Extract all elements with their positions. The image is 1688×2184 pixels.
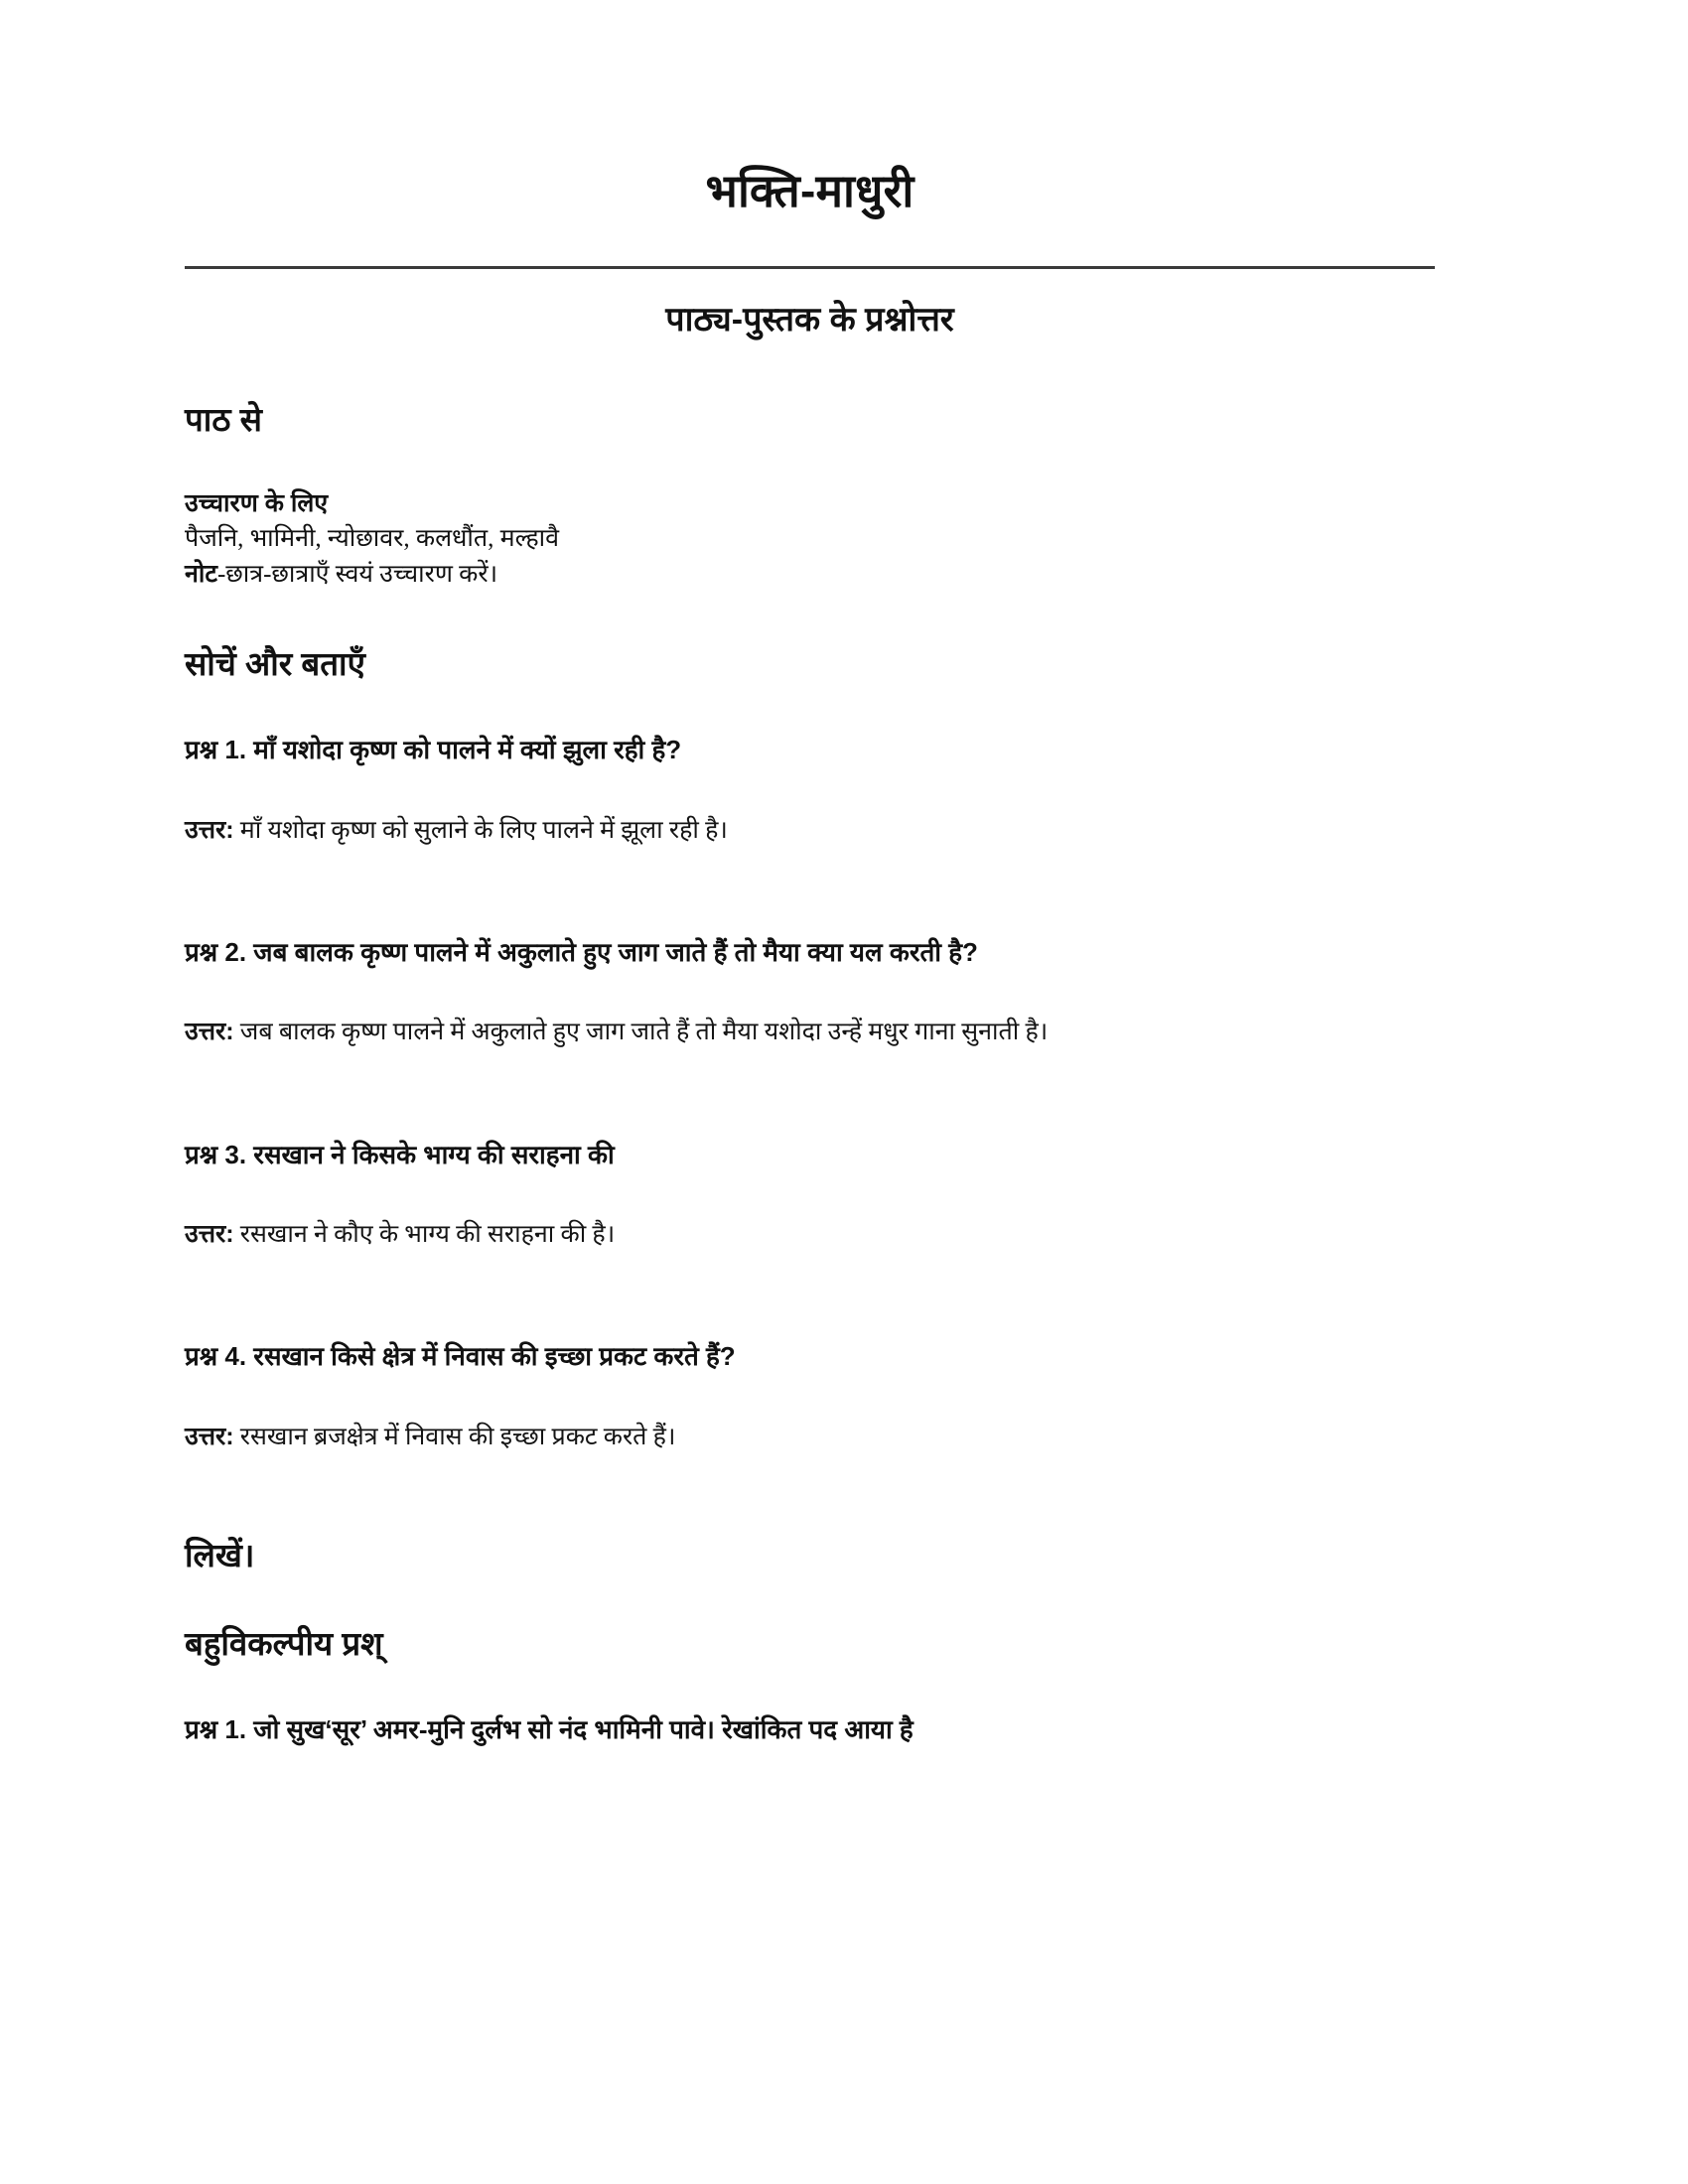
question-text: प्रश्न 3. रसखान ने किसके भाग्य की सराहना की <box>185 1139 615 1169</box>
answer-label: उत्तर: <box>185 815 234 844</box>
document-subtitle: पाठ्य-पुस्तक के प्रश्नोत्तर <box>665 301 954 340</box>
note-text: -छात्र-छात्राएँ स्वयं उच्चारण करें। <box>216 560 498 588</box>
pronunciation-word-list: पैजनि, भामिनी, न्योछावर, कलधौंत, मल्हावै <box>185 525 560 553</box>
answer-text <box>185 1014 1435 1050</box>
section-heading-from-lesson: पाठ से <box>185 400 262 438</box>
section-heading-write: लिखें। <box>185 1536 255 1573</box>
pronunciation-subsection <box>185 487 1435 593</box>
answer-text <box>185 812 1435 849</box>
question-text: प्रश्न 1. माँ यशोदा कृष्ण को पालने में क्यों झुला रही है? <box>185 735 682 765</box>
note-label: नोट <box>185 559 217 588</box>
answer-label: उत्तर: <box>185 1219 234 1248</box>
qa-item <box>185 934 1435 1051</box>
spacer <box>185 1495 1435 1525</box>
question-text: प्रश्न 2. जब बालक कृष्ण पालने में अकुलाते हुए जाग जाते हैं तो मैया क्या यल करती है? <box>185 936 978 967</box>
answer-text <box>185 1419 1435 1455</box>
answer-body: रसखान ने कौए के भाग्य की सराहना की है। <box>233 1220 616 1248</box>
section-heading-mcq: बहुविकल्पीय प्रश् <box>185 1624 383 1662</box>
spacer <box>185 888 1435 934</box>
pronunciation-note <box>185 557 1435 593</box>
title-divider <box>185 266 1435 269</box>
spacer <box>185 1091 1435 1137</box>
qa-item <box>185 732 1435 849</box>
answer-label: उत्तर: <box>185 1422 234 1450</box>
answer-label: उत्तर: <box>185 1018 234 1046</box>
qa-item <box>185 1137 1435 1254</box>
page-title: भक्ति-माधुरी <box>705 165 914 216</box>
answer-body: रसखान ब्रजक्षेत्र में निवास की इच्छा प्रकट करते हैं। <box>233 1423 676 1450</box>
answer-text <box>185 1216 1435 1253</box>
section-heading-think-and-tell: सोचें और बताएँ <box>185 645 365 683</box>
mcq-question-text: प्रश्न 1. जो सुख‘सूर’ अमर-मुनि दुर्लभ सो नंद भामिनी पावे। रेखांकित पद आया है <box>185 1713 914 1744</box>
spacer <box>185 1293 1435 1338</box>
answer-body: जब बालक कृष्ण पालने में अकुलाते हुए जाग जाते हैं तो मैया यशोदा उन्हें मधुर गाना सुनाती है। <box>233 1019 1049 1046</box>
question-text: प्रश्न 4. रसखान किसे क्षेत्र में निवास की इच्छा प्रकट करते हैं? <box>185 1341 736 1372</box>
answer-body: माँ यशोदा कृष्ण को सुलाने के लिए पालने में झूला रही है। <box>233 816 728 844</box>
pronunciation-title: उच्चारण के लिए <box>185 488 329 517</box>
qa-item <box>185 1338 1435 1455</box>
